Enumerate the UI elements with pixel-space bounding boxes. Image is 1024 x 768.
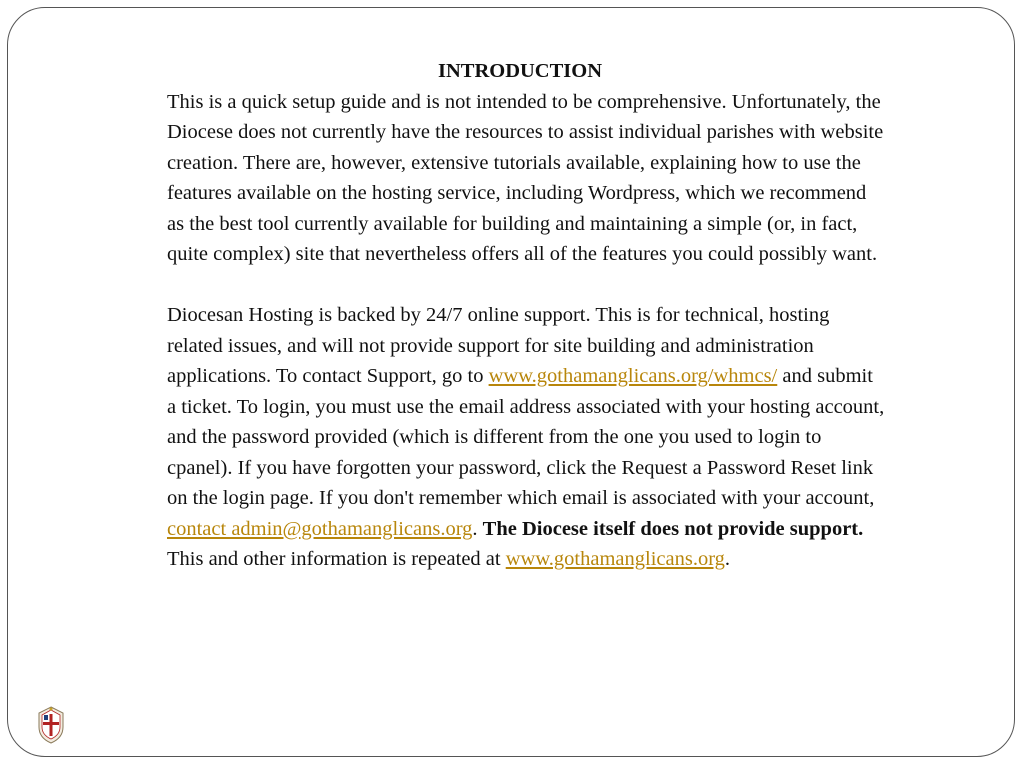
support-disclaimer: The Diocese itself does not provide support. <box>482 517 864 540</box>
page-title: INTRODUCTION <box>437 60 603 82</box>
support-text-2: and submit a ticket. To login, you must use the email address associated with your hosting account, and the password provided (which is different from the one you used to login to cpanel). If you have forgotten your password, click the Request a Password Reset link on the login page. If you don't remember which email is associated with your account, <box>167 365 885 509</box>
gothamanglicans-link[interactable]: www.gothamanglicans.org <box>505 548 725 570</box>
support-paragraph <box>167 300 887 575</box>
support-text-1: Diocesan Hosting is backed by 24/7 online support. This is for technical, hosting related issues, and will not provide support for site building and administration applications. To contact Support, go to <box>167 304 830 387</box>
intro-paragraph: This is a quick setup guide and is not intended to be comprehensive. Unfortunately, the Diocese does not currently have the resources to assist individual parishes with website creation. There are, however, extensive tutorials available, explaining how to use the features available on the hosting service, including Wordpress, which we recommend as the best tool currently available for building and maintaining a simple (or, in fact, quite complex) site that nevertheless offers all of the features you could possibly want. <box>167 90 884 265</box>
slide-content <box>167 56 887 575</box>
paragraph-spacer <box>167 270 887 301</box>
support-text-4: This and other information is repeated at <box>167 548 506 570</box>
support-text-end: . <box>724 548 731 570</box>
diocese-seal-icon <box>36 705 66 745</box>
contact-admin-link[interactable]: contact admin@gothamanglicans.org <box>167 517 473 540</box>
whmcs-link[interactable]: www.gothamanglicans.org/whmcs/ <box>488 365 778 387</box>
support-text-3: . <box>472 517 483 540</box>
